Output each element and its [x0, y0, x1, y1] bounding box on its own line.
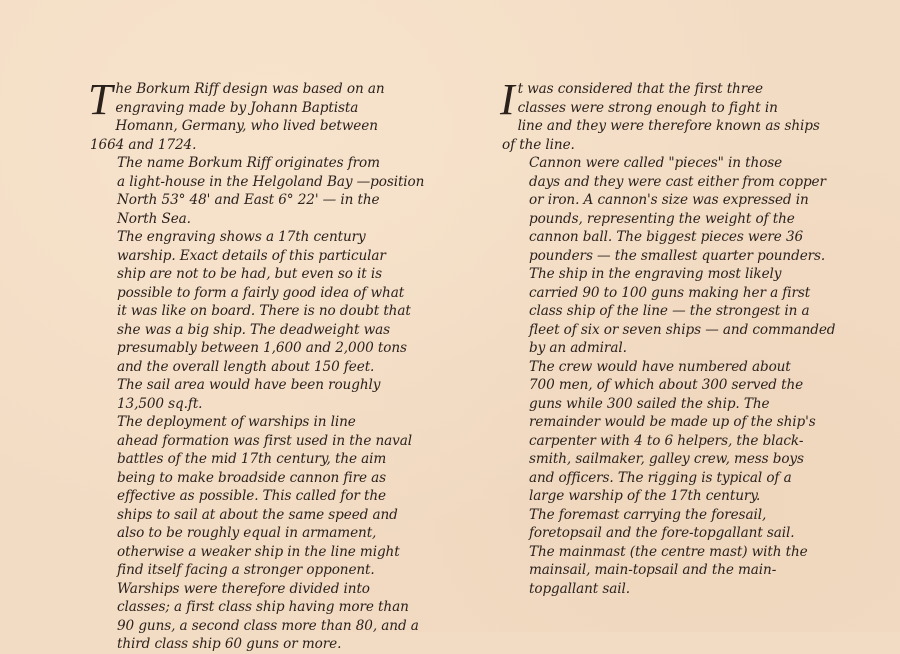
text-line: also to be roughly equal in armament,	[117, 525, 377, 541]
paragraph	[500, 75, 820, 154]
text-line: pounders — the smallest quarter pounders.	[529, 247, 826, 264]
text-line: t was considered that the first three	[517, 81, 764, 97]
text-line: cannon ball. The biggest pieces were 36	[529, 229, 804, 245]
text-line: mainsail, main-topsail and the main-	[529, 562, 777, 578]
text-line: 13,500 sq.ft.	[117, 395, 203, 412]
paragraph	[90, 580, 419, 654]
text-line: ahead formation was first used in the naval	[117, 432, 412, 449]
text-line: pounds, representing the weight of the	[529, 210, 795, 227]
text-line: smith, sailmaker, galley crew, mess boys	[529, 451, 804, 467]
text-line: The name Borkum Riff originates from	[117, 155, 380, 171]
text-line: fleet of six or seven ships — and commanded	[529, 321, 836, 338]
text-line: The mainmast (the centre mast) with the	[529, 543, 808, 560]
text-line: large warship of the 17th century.	[529, 488, 761, 504]
paragraph	[502, 154, 836, 358]
left-column	[88, 75, 425, 654]
paragraph	[90, 228, 411, 413]
text-line: Warships were therefore divided into	[117, 580, 370, 597]
text-line: class ship of the line — the strongest in a	[529, 303, 810, 319]
text-line: presumably between 1,600 and 2,000 tons	[117, 340, 407, 356]
text-line: he Borkum Riff design was based on an	[115, 81, 385, 97]
text-line: otherwise a weaker ship in the line might	[117, 543, 400, 560]
text-line: and the overall length about 150 feet.	[117, 358, 375, 375]
text-line: classes were strong enough to fight in	[517, 99, 778, 116]
text-line: classes; a first class ship having more than	[117, 599, 409, 615]
text-line: ships to sail at about the same speed and	[117, 506, 398, 523]
text-line: Cannon were called "pieces" in those	[529, 155, 783, 171]
text-line: North 53° 48' and East 6° 22' — in the	[117, 192, 380, 208]
drop-cap: T	[88, 75, 113, 124]
text-line: carried 90 to 100 guns making her a first	[529, 284, 811, 301]
text-line: guns while 300 sailed the ship. The	[529, 395, 770, 412]
text-line: effective as possible. This called for the	[117, 488, 386, 504]
text-line: or iron. A cannon's size was expressed in	[529, 192, 809, 208]
paragraph	[502, 358, 820, 506]
text-line: it was like on board. There is no doubt that	[117, 303, 411, 319]
text-line: foretopsail and the fore-topgallant sail.	[529, 525, 795, 541]
text-line: being to make broadside cannon fire as	[117, 469, 387, 486]
text-line: a light-house in the Helgoland Bay —position	[117, 173, 425, 190]
text-line: North Sea.	[117, 210, 191, 227]
text-line: engraving made by Johann Baptista	[115, 99, 359, 116]
text-line: The foremast carrying the foresail,	[529, 506, 767, 523]
text-line: 700 men, of which about 300 served the	[529, 377, 804, 393]
text-line: The engraving shows a 17th century	[117, 229, 366, 245]
paragraph	[90, 154, 425, 228]
text-line: third class ship 60 guns or more.	[117, 636, 342, 652]
text-line: 1664 and 1724.	[90, 136, 197, 153]
text-line: The deployment of warships in line	[117, 414, 356, 430]
text-line: ship are not to be had, but even so it is	[117, 266, 382, 282]
text-line: Homann, Germany, who lived between	[115, 118, 378, 134]
text-line: 90 guns, a second class more than 80, and a	[117, 617, 419, 634]
text-line: battles of the mid 17th century, the aim	[117, 451, 387, 467]
drop-cap: I	[500, 75, 515, 124]
text-line: and officers. The rigging is typical of a	[529, 469, 792, 486]
text-line: The sail area would have been roughly	[117, 377, 381, 393]
right-column	[500, 75, 836, 598]
text-line: possible to form a fairly good idea of what	[117, 284, 405, 301]
text-line: find itself facing a stronger opponent.	[117, 562, 375, 578]
text-line: topgallant sail.	[529, 580, 630, 597]
text-line: line and they were therefore known as ships	[517, 118, 820, 134]
paragraph	[90, 413, 412, 580]
text-line: of the line.	[502, 136, 575, 153]
paragraph	[502, 506, 820, 599]
text-line: The ship in the engraving most likely	[529, 266, 782, 282]
text-line: remainder would be made up of the ship's	[529, 414, 816, 430]
text-line: she was a big ship. The deadweight was	[117, 321, 390, 338]
text-line: carpenter with 4 to 6 helpers, the black-	[529, 432, 804, 449]
paragraph	[88, 75, 408, 154]
text-line: by an admiral.	[529, 340, 627, 356]
text-line: The crew would have numbered about	[529, 358, 791, 375]
text-line: days and they were cast either from copper	[529, 173, 826, 190]
text-line: warship. Exact details of this particular	[117, 247, 386, 264]
